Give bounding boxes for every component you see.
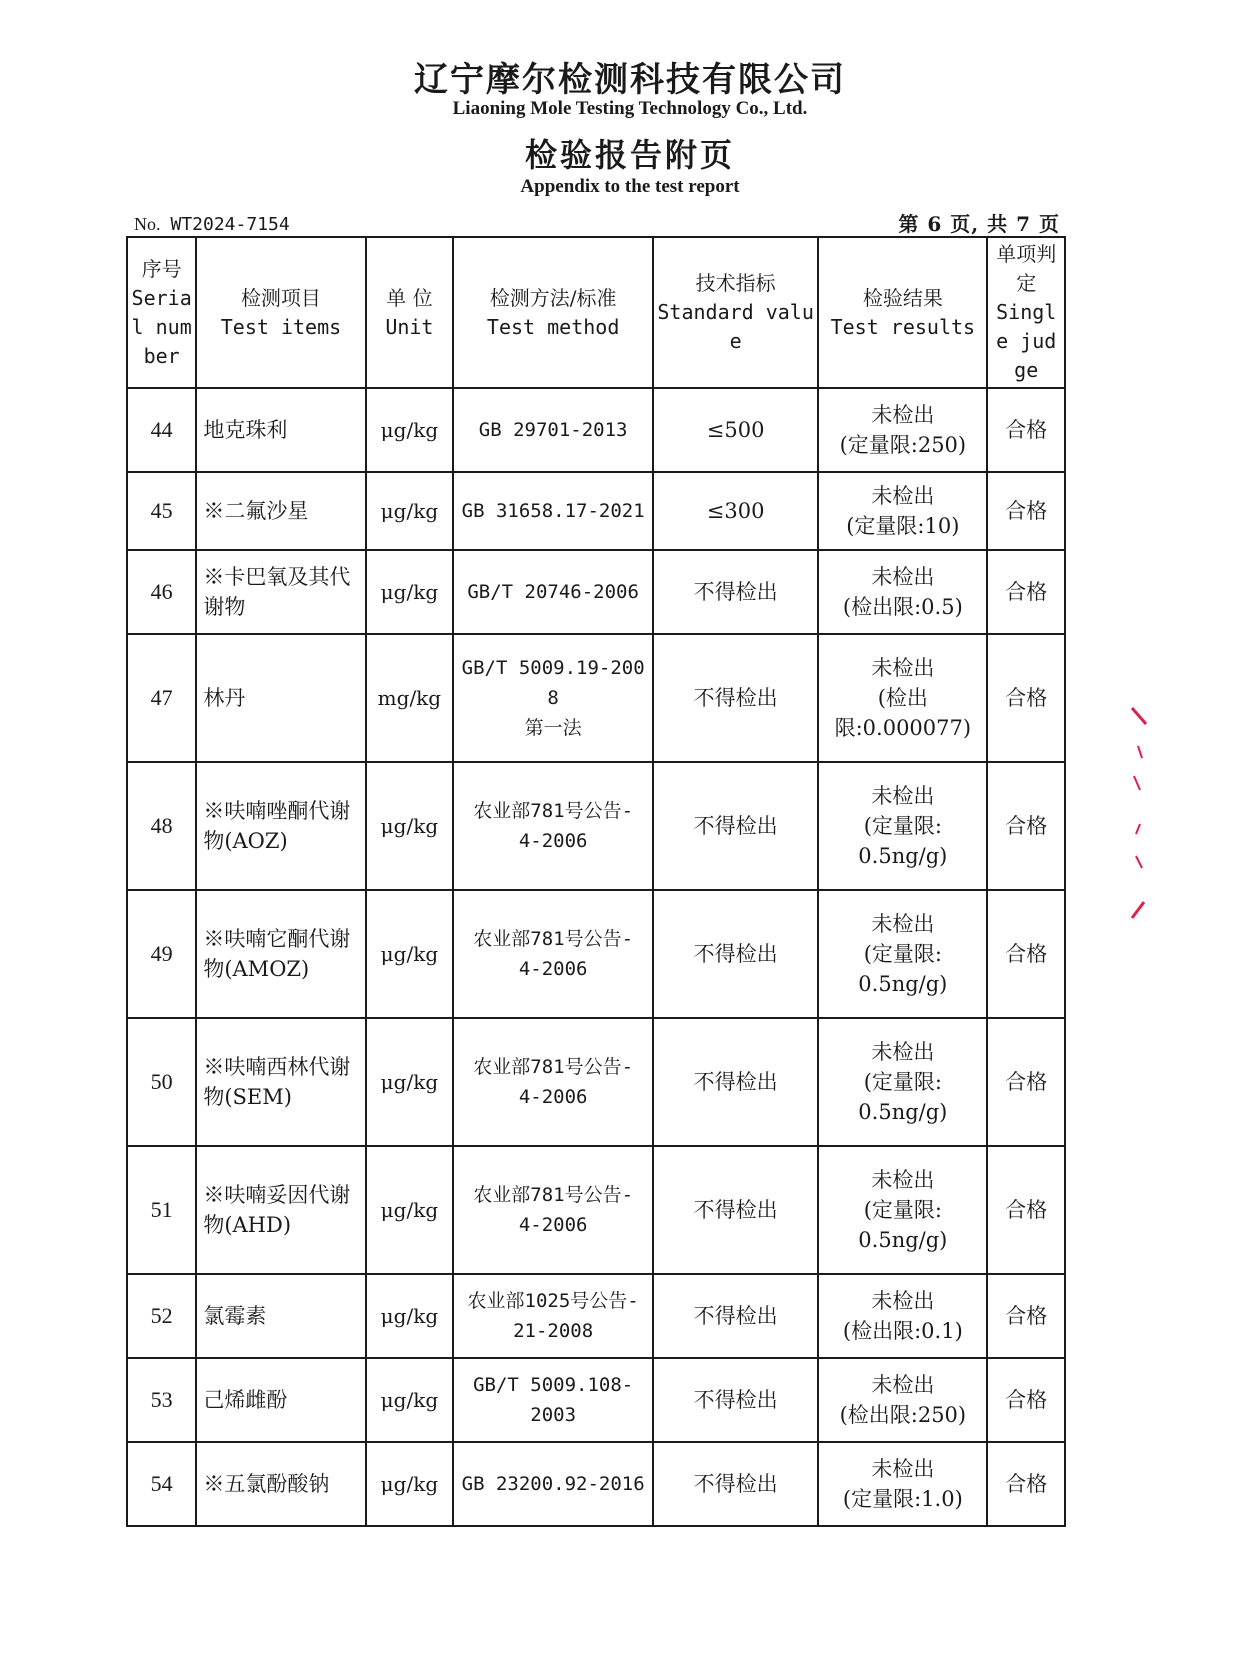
cell-judgement: 合格: [987, 388, 1065, 472]
cell-test-item: ※二氟沙星: [196, 472, 365, 550]
cell-test-result: 未检出 (检出限:250): [818, 1358, 987, 1442]
cell-standard-value: 不得检出: [653, 1358, 818, 1442]
table-row: [127, 1018, 1065, 1146]
header-unit-cn: 单 位: [386, 285, 433, 310]
cell-standard-value: 不得检出: [653, 1146, 818, 1274]
cell-test-item: ※呋喃唑酮代谢物(AOZ): [196, 762, 365, 890]
cell-unit: μg/kg: [366, 550, 454, 634]
cell-judgement: 合格: [987, 472, 1065, 550]
cell-test-result: 未检出 (定量限: 0.5ng/g): [818, 1018, 987, 1146]
header-result-en: Test results: [830, 314, 976, 339]
cell-test-item: ※卡巴氧及其代谢物: [196, 550, 365, 634]
table-row: [127, 634, 1065, 762]
header-judge: [987, 237, 1065, 388]
table-row: [127, 1358, 1065, 1442]
cell-serial: 53: [127, 1358, 196, 1442]
cell-test-result: 未检出 (定量限:250): [818, 388, 987, 472]
header-unit: [366, 237, 454, 388]
cell-unit: mg/kg: [366, 634, 454, 762]
cell-standard-value: 不得检出: [653, 1274, 818, 1358]
cell-standard-value: 不得检出: [653, 634, 818, 762]
header-method: [453, 237, 653, 388]
cell-test-method: GB 31658.17-2021: [453, 472, 653, 550]
cell-judgement: 合格: [987, 1274, 1065, 1358]
cell-unit: μg/kg: [366, 1442, 454, 1526]
report-title-cn: 检验报告附页: [524, 136, 735, 174]
cell-test-result: 未检出 (定量限: 0.5ng/g): [818, 890, 987, 1018]
cell-test-method: 农业部1025号公告- 21-2008: [453, 1274, 653, 1358]
header-item-cn: 检测项目: [240, 285, 321, 310]
header-item-en: Test items: [220, 314, 342, 339]
cell-unit: μg/kg: [366, 388, 454, 472]
table-header-row: [127, 237, 1065, 388]
cell-serial: 49: [127, 890, 196, 1018]
header-serial-cn: 序号: [141, 256, 182, 281]
header-method-en: Test method: [486, 314, 620, 339]
cell-test-method: 农业部781号公告- 4-2006: [453, 1146, 653, 1274]
cell-judgement: 合格: [987, 1146, 1065, 1274]
cell-unit: μg/kg: [366, 1146, 454, 1274]
header-result-cn: 检验结果: [862, 285, 943, 310]
cell-test-item: 己烯雌酚: [196, 1358, 365, 1442]
cell-serial: 45: [127, 472, 196, 550]
cell-test-method: GB/T 20746-2006: [453, 550, 653, 634]
cell-judgement: 合格: [987, 1442, 1065, 1526]
cell-test-item: 林丹: [196, 634, 365, 762]
cell-test-item: ※五氯酚酸钠: [196, 1442, 365, 1526]
cell-standard-value: 不得检出: [653, 550, 818, 634]
cell-test-result: 未检出 (定量限: 0.5ng/g): [818, 1146, 987, 1274]
table-row: [127, 1146, 1065, 1274]
table-row: [127, 1274, 1065, 1358]
header-serial-en: Serial number: [131, 285, 192, 368]
cell-serial: 47: [127, 634, 196, 762]
report-number-label: No.: [134, 214, 161, 234]
header-result: [818, 237, 987, 388]
cell-standard-value: 不得检出: [653, 1018, 818, 1146]
header-judge-en: Single judge: [996, 300, 1057, 382]
cell-test-result: 未检出 (定量限: 0.5ng/g): [818, 762, 987, 890]
cell-standard-value: 不得检出: [653, 1442, 818, 1526]
cell-test-method: GB 23200.92-2016: [453, 1442, 653, 1526]
cell-serial: 54: [127, 1442, 196, 1526]
cell-test-result: 未检出 (检出 限:0.000077): [818, 634, 987, 762]
cell-test-item: 地克珠利: [196, 388, 365, 472]
cell-judgement: 合格: [987, 890, 1065, 1018]
header-standard-cn: 技术指标: [695, 271, 776, 295]
cell-serial: 52: [127, 1274, 196, 1358]
cell-standard-value: 不得检出: [653, 890, 818, 1018]
cell-serial: 44: [127, 388, 196, 472]
report-number-value: WT2024-7154: [170, 214, 290, 235]
cell-test-result: 未检出 (定量限:10): [818, 472, 987, 550]
company-name-cn: 辽宁摩尔检测科技有限公司: [414, 60, 846, 100]
cell-unit: μg/kg: [366, 1018, 454, 1146]
report-title-en: Appendix to the test report: [520, 176, 740, 197]
cell-test-method: 农业部781号公告- 4-2006: [453, 1018, 653, 1146]
cell-test-item: ※呋喃西林代谢物(SEM): [196, 1018, 365, 1146]
header-unit-en: Unit: [385, 314, 434, 339]
cell-standard-value: 不得检出: [653, 762, 818, 890]
cell-test-method: GB 29701-2013: [453, 388, 653, 472]
cell-test-result: 未检出 (检出限:0.5): [818, 550, 987, 634]
cell-test-result: 未检出 (检出限:0.1): [818, 1274, 987, 1358]
report-number: [134, 214, 290, 235]
cell-standard-value: ≤300: [653, 472, 818, 550]
table-row: [127, 890, 1065, 1018]
header-item: [196, 237, 365, 388]
results-table-wrapper: [126, 236, 1066, 1527]
cell-test-method: GB/T 5009.108- 2003: [453, 1358, 653, 1442]
table-row: [127, 1442, 1065, 1526]
cell-judgement: 合格: [987, 762, 1065, 890]
cell-standard-value: ≤500: [653, 388, 818, 472]
cell-test-method: 农业部781号公告- 4-2006: [453, 890, 653, 1018]
header-standard-en: Standard value: [657, 300, 814, 353]
page-indicator: 第 6 页, 共 7 页: [898, 212, 1060, 236]
cell-test-method: GB/T 5009.19-2008 第一法: [453, 634, 653, 762]
cell-serial: 48: [127, 762, 196, 890]
cell-test-item: ※呋喃妥因代谢物(AHD): [196, 1146, 365, 1274]
cell-unit: μg/kg: [366, 1274, 454, 1358]
cell-test-item: ※呋喃它酮代谢物(AMOZ): [196, 890, 365, 1018]
cell-judgement: 合格: [987, 1018, 1065, 1146]
results-table: [126, 236, 1066, 1527]
cell-serial: 46: [127, 550, 196, 634]
cell-serial: 50: [127, 1018, 196, 1146]
cell-unit: μg/kg: [366, 1358, 454, 1442]
header-serial: [127, 237, 196, 388]
header-method-cn: 检测方法/标准: [489, 285, 617, 310]
table-row: [127, 550, 1065, 634]
company-name-en: Liaoning Mole Testing Technology Co., Ltd.: [452, 98, 808, 119]
cell-judgement: 合格: [987, 1358, 1065, 1442]
cell-test-method: 农业部781号公告- 4-2006: [453, 762, 653, 890]
header-judge-cn: 单项判定: [996, 242, 1057, 295]
cell-test-result: 未检出 (定量限:1.0): [818, 1442, 987, 1526]
cell-judgement: 合格: [987, 550, 1065, 634]
table-row: [127, 472, 1065, 550]
table-row: [127, 388, 1065, 472]
cell-unit: μg/kg: [366, 762, 454, 890]
cell-unit: μg/kg: [366, 472, 454, 550]
table-row: [127, 762, 1065, 890]
cell-serial: 51: [127, 1146, 196, 1274]
header-standard: [653, 237, 818, 388]
cell-judgement: 合格: [987, 634, 1065, 762]
cell-test-item: 氯霉素: [196, 1274, 365, 1358]
cell-unit: μg/kg: [366, 890, 454, 1018]
red-stamp-mark: [1128, 706, 1150, 936]
